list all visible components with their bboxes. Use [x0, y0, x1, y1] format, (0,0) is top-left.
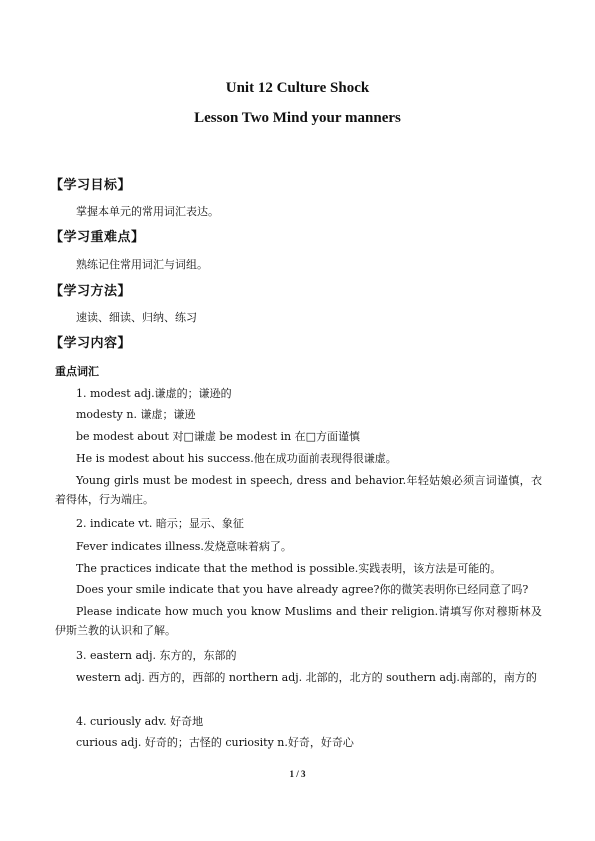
- vocab-line: The practices indicate that the method is possible.实践表明，该方法是可能的。: [76, 562, 502, 575]
- vocab-paragraph: Young girls must be modest in speech, dress and behavior.年轻姑娘必须言词谨慎，衣着得体，行为端庄。: [55, 474, 542, 506]
- vocab-line: modesty n. 谦虚；谦逊: [76, 408, 196, 421]
- goals-text: 掌握本单元的常用词汇表达。: [76, 205, 219, 218]
- vocab-paragraph: western adj. 西方的，西部的 northern adj. 北部的，北方的 southern adj.南部的，南方的: [76, 671, 537, 684]
- vocab-line: be modest about 对□谦虚 be modest in 在□方面谨慎: [76, 430, 361, 443]
- vocab-line: curious adj. 好奇的；古怪的 curiosity n.好奇，好奇心: [76, 736, 354, 749]
- vocab-line: Fever indicates illness.发烧意味着病了。: [76, 540, 292, 553]
- section-heading-goals: 【学习目标】: [50, 178, 132, 193]
- page-title: Unit 12 Culture Shock: [225, 80, 370, 96]
- vocab-line: 2. indicate vt. 暗示；显示、象征: [76, 517, 244, 530]
- vocab-line: 1. modest adj.谦虚的；谦逊的: [76, 387, 232, 400]
- vocab-line: Does your smile indicate that you have already agree?你的微笑表明你已经同意了吗?: [76, 583, 529, 596]
- section-heading-method: 【学习方法】: [50, 284, 132, 299]
- focus-text: 熟练记住常用词汇与词组。: [76, 258, 208, 271]
- page-number: 1 / 3: [289, 769, 306, 779]
- vocab-paragraph: Please indicate how much you know Muslims and their religion.请填写你对穆斯林及伊斯兰教的认识和了解。: [55, 605, 542, 637]
- vocab-line: He is modest about his success.他在成功面前表现得很谦虚。: [76, 452, 397, 465]
- vocab-line: 4. curiously adv. 好奇地: [76, 715, 204, 728]
- section-heading-content: 【学习内容】: [50, 336, 132, 351]
- section-heading-focus: 【学习重难点】: [50, 230, 145, 245]
- page-subtitle: Lesson Two Mind your manners: [194, 110, 401, 126]
- vocab-heading: 重点词汇: [55, 365, 99, 378]
- vocab-line: 3. eastern adj. 东方的，东部的: [76, 649, 237, 662]
- method-text: 速读、细读、归纳、练习: [76, 311, 197, 324]
